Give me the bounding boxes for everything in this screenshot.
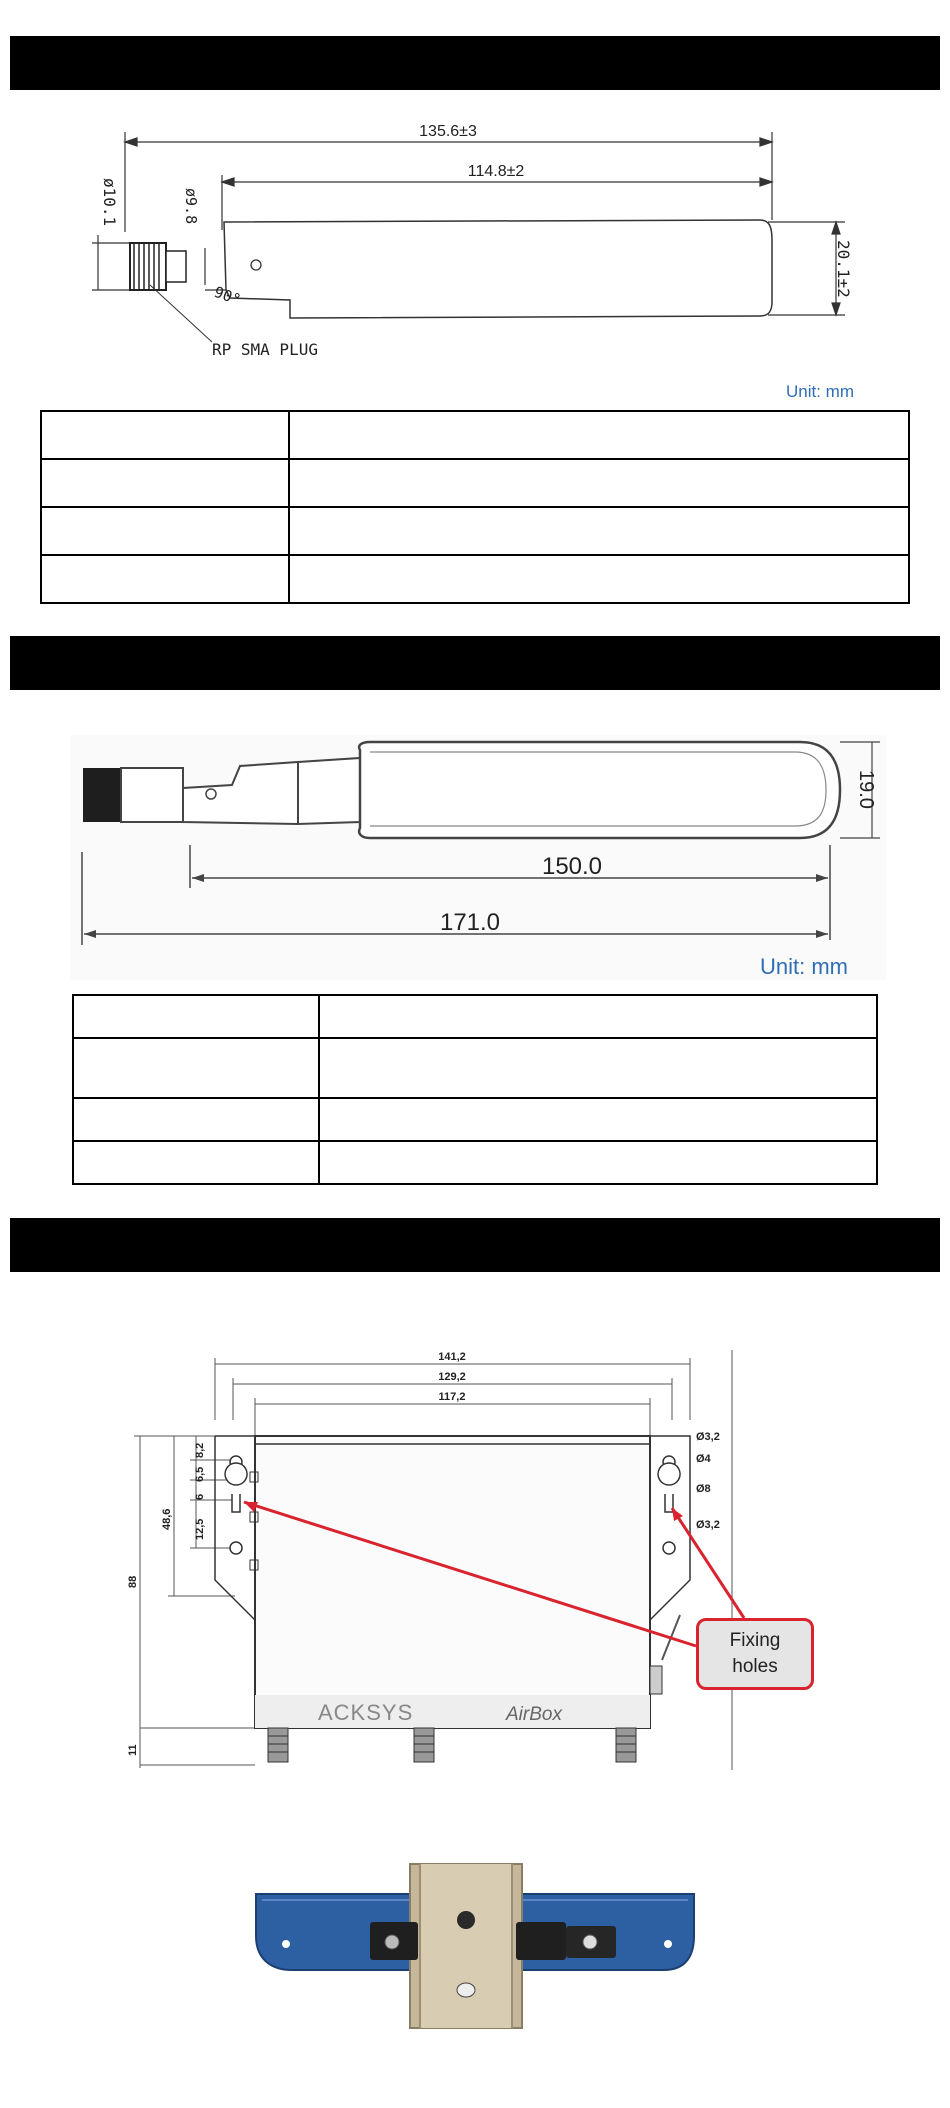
dim-w2: 129,2 <box>438 1371 466 1383</box>
model-name: AirBox <box>506 1704 562 1725</box>
callout-line-1: Fixing <box>729 1630 781 1651</box>
dim-v1: 8,2 <box>194 1442 206 1458</box>
dim-w1: 141,2 <box>438 1351 466 1363</box>
unit-label-1: Unit: mm <box>786 382 854 401</box>
dim-w3: 117,2 <box>438 1391 466 1403</box>
rp-sma-plug-label: RP SMA PLUG <box>212 340 318 359</box>
dim-v4: 12,5 <box>194 1518 206 1540</box>
dim-overall-2: 171.0 <box>439 909 501 936</box>
dim-v3: 6 <box>194 1493 206 1500</box>
dim-blade-1: 114.8±2 <box>467 163 525 180</box>
hole-label-3: Ø8 <box>696 1483 711 1495</box>
dim-overall-1: 135.6±3 <box>419 123 477 140</box>
dim-v7: 11 <box>127 1744 139 1756</box>
callout-line-2: holes <box>732 1656 778 1677</box>
dim-width-2: 19.0 <box>855 770 877 809</box>
dim-dia-neck: ø9.8 <box>182 188 200 225</box>
dim-v5: 48,6 <box>161 1508 173 1530</box>
hole-label-4: Ø3,2 <box>696 1519 720 1531</box>
hole-label-1: Ø3,2 <box>696 1431 720 1443</box>
dim-width-1: 20.1±2 <box>834 240 853 298</box>
hole-label-2: Ø4 <box>696 1453 711 1465</box>
dim-v2: 6,5 <box>194 1466 206 1482</box>
brand-logo: ACKSYS <box>318 1700 414 1725</box>
dim-dia-plug: ø10.1 <box>100 178 119 227</box>
dim-inner-2: 150.0 <box>541 853 603 880</box>
unit-label-2: Unit: mm <box>760 954 848 979</box>
dim-angle: 90° <box>211 282 244 310</box>
dim-v6: 88 <box>127 1575 139 1588</box>
